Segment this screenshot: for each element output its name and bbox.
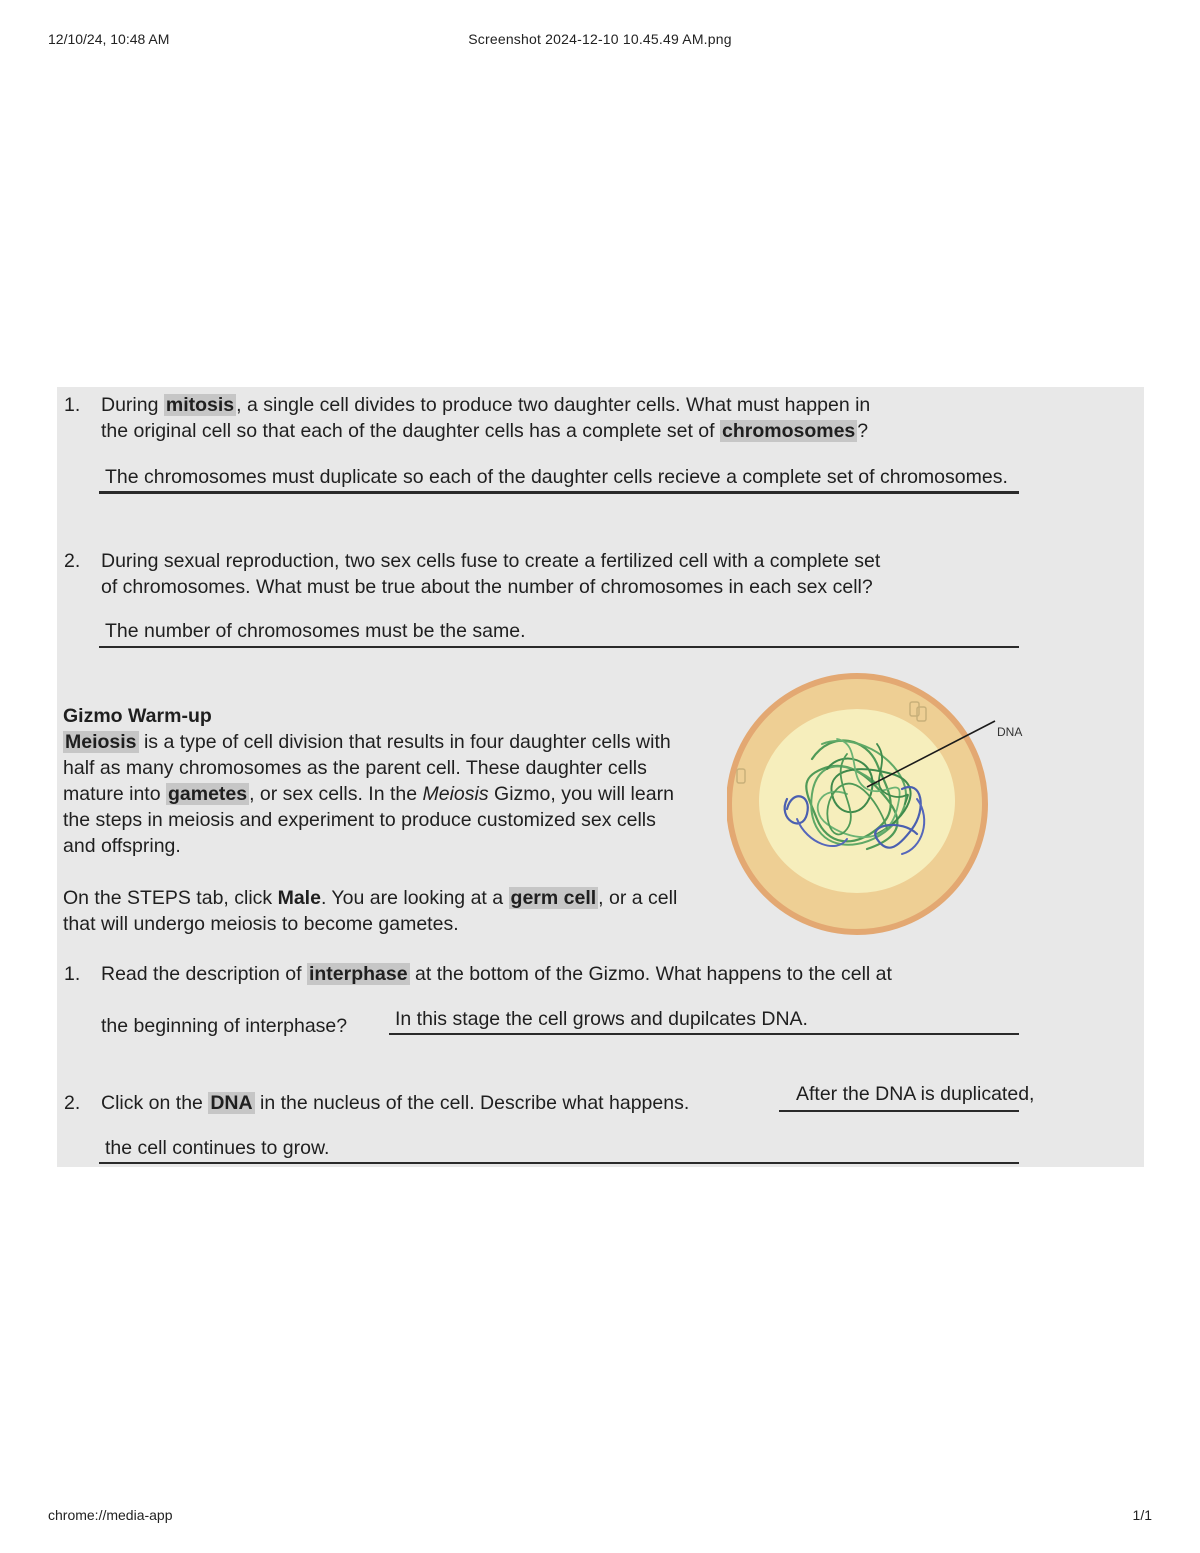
- question-text: [101, 961, 892, 987]
- answer-2[interactable]: The number of chromosomes must be the same.: [105, 620, 526, 642]
- bold-male: Male: [277, 887, 321, 909]
- highlight-dna: DNA: [210, 1092, 253, 1114]
- warmup-paragraph-2: [63, 885, 683, 937]
- text-segment: ?: [857, 420, 869, 442]
- gizmo-warmup: [63, 703, 683, 937]
- italic-meiosis: Meiosis: [422, 783, 489, 805]
- text-segment: in the nucleus of the cell. Describe what happens.: [254, 1092, 690, 1114]
- text-segment: Read the description of: [101, 963, 307, 985]
- text-segment: . You are looking at a: [320, 887, 509, 909]
- worksheet-screenshot: [57, 387, 1144, 1167]
- highlight-chromosomes: chromosomes: [721, 420, 856, 442]
- question-number: 1.: [64, 963, 81, 985]
- question-text: [101, 1090, 689, 1116]
- answer-line-2: [99, 646, 1019, 648]
- question-number: 1.: [64, 394, 81, 416]
- answer-dna-part-2[interactable]: the cell continues to grow.: [105, 1137, 330, 1159]
- answer-interphase[interactable]: In this stage the cell grows and dupilcates DNA.: [395, 1008, 808, 1030]
- answer-line-dna-1: [779, 1110, 1019, 1112]
- text-segment: , a single cell divides to produce two daughter cells. What must happen in: [236, 394, 871, 416]
- section-heading: Gizmo Warm-up: [63, 705, 212, 727]
- highlight-interphase: interphase: [308, 963, 408, 985]
- text-line: During sexual reproduction, two sex cells fuse to create a fertilized cell with a complete set: [101, 550, 881, 572]
- nucleus: [759, 709, 955, 893]
- text-segment: the beginning of interphase?: [101, 1015, 348, 1037]
- answer-1[interactable]: The chromosomes must duplicate so each of the daughter cells recieve a complete set of chromosomes.: [105, 466, 1008, 488]
- highlight-germ-cell: germ cell: [510, 887, 597, 909]
- answer-line-interphase: [389, 1033, 1019, 1035]
- question-text: [101, 548, 880, 600]
- print-title: Screenshot 2024-12-10 10.45.49 AM.png: [468, 31, 732, 47]
- text-line: of chromosomes. What must be true about the number of chromosomes in each sex cell?: [101, 576, 873, 598]
- print-page-number: 1/1: [1132, 1507, 1152, 1523]
- dna-label: DNA: [997, 725, 1023, 739]
- question-interphase-line-2: [101, 1013, 401, 1039]
- highlight-gametes: gametes: [167, 783, 248, 805]
- text-segment: , or a cell that will undergo meiosis to become gametes.: [63, 887, 678, 935]
- answer-dna-part-1[interactable]: After the DNA is duplicated,: [796, 1083, 1035, 1105]
- answer-line-dna-2: [99, 1162, 1019, 1164]
- text-segment: Gizmo, you will learn the steps in meiosis and experiment to produce customized sex cells and offspring.: [63, 783, 674, 857]
- highlight-meiosis: Meiosis: [65, 731, 137, 753]
- text-segment: Click on the: [101, 1092, 209, 1114]
- highlight-mitosis: mitosis: [165, 394, 235, 416]
- text-segment: During: [101, 394, 164, 416]
- warmup-paragraph-1: [63, 729, 683, 859]
- question-number: 2.: [64, 1092, 81, 1114]
- print-url: chrome://media-app: [48, 1507, 173, 1523]
- text-segment: is a type of cell division that results in four daughter cells with half as many chromosomes as the parent cell. These daughter cells mature into: [63, 731, 671, 805]
- text-segment: , or sex cells. In the: [249, 783, 423, 805]
- question-number: 2.: [64, 550, 81, 572]
- text-segment: On the STEPS tab, click: [63, 887, 278, 909]
- text-segment: the original cell so that each of the daughter cells has a complete set of: [101, 420, 720, 442]
- print-date: 12/10/24, 10:48 AM: [48, 31, 170, 47]
- question-text: [101, 392, 870, 444]
- text-segment: at the bottom of the Gizmo. What happens to the cell at: [409, 963, 892, 985]
- answer-line-1: [99, 491, 1019, 494]
- cell-illustration: [727, 669, 1027, 939]
